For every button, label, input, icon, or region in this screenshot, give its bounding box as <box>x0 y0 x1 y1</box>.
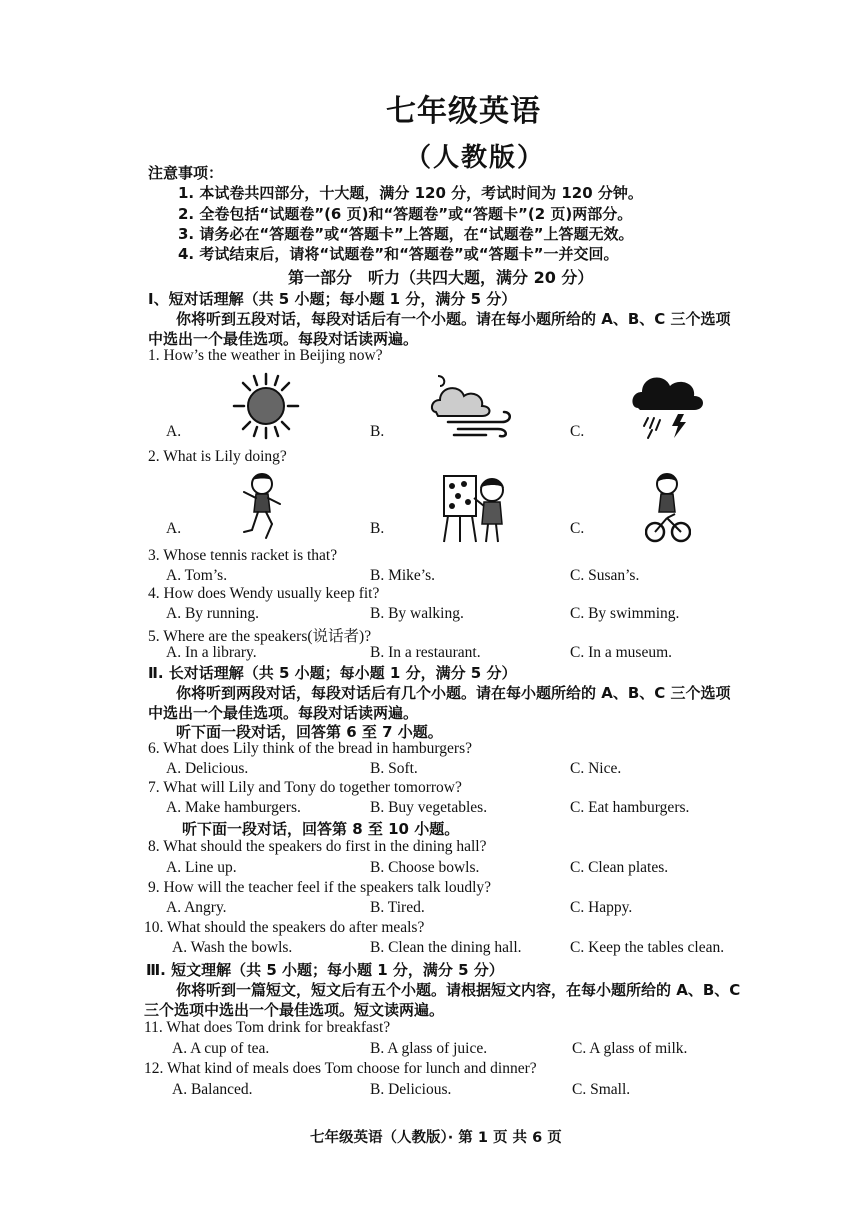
option: A. Wash the bowls. <box>172 939 293 956</box>
sub-instructions: 听下面一段对话，回答第 8 至 10 小题。 <box>182 820 460 838</box>
question: 6. What does Lily think of the bread in hamburgers? <box>148 740 472 757</box>
option: C. In a museum. <box>570 644 673 661</box>
option: A. By running. <box>166 605 259 622</box>
section-instructions: 三个选项中选出一个最佳选项。短文读两遍。 <box>144 1001 445 1019</box>
question: 12. What kind of meals does Tom choose for lunch and dinner? <box>144 1060 537 1077</box>
option: B. Choose bowls. <box>370 859 480 876</box>
option: C. Happy. <box>570 899 633 916</box>
option-label: A. <box>166 520 182 537</box>
option: A. Make hamburgers. <box>166 799 301 816</box>
sub-instructions: 听下面一段对话，回答第 6 至 7 小题。 <box>176 723 443 741</box>
question: 7. What will Lily and Tony do together tomorrow? <box>148 779 462 796</box>
note-item: 3. 请务必在“答题卷”或“答题卡”上答题，在“试题卷”上答题无效。 <box>178 225 634 243</box>
option: B. Delicious. <box>370 1081 452 1098</box>
option: C. Keep the tables clean. <box>570 939 725 956</box>
question: 2. What is Lily doing? <box>148 448 287 465</box>
option: B. Soft. <box>370 760 418 777</box>
option-label: C. <box>570 520 585 537</box>
option: A. Angry. <box>166 899 227 916</box>
section-instructions: 中选出一个最佳选项。每段对话读两遍。 <box>148 704 419 722</box>
option-label: C. <box>570 423 585 440</box>
section-instructions: 你将听到一篇短文，短文后有五个小题。请根据短文内容，在每小题所给的 A、B、C <box>176 981 741 999</box>
dancing-girl-icon <box>240 470 286 542</box>
note-item: 2. 全卷包括“试题卷”(6 页)和“答题卷”或“答题卡”(2 页)两部分。 <box>178 205 633 223</box>
option: A. A cup of tea. <box>172 1040 270 1057</box>
section-instructions: 你将听到五段对话，每段对话后有一个小题。请在每小题所给的 A、B、C 三个选项 <box>176 310 731 328</box>
option: C. Clean plates. <box>570 859 669 876</box>
question: 5. Where are the speakers(说话者)? <box>148 628 372 645</box>
option: A. In a library. <box>166 644 257 661</box>
option: C. A glass of milk. <box>572 1040 688 1057</box>
page-footer: 七年级英语（人教版）· 第 1 页 共 6 页 <box>310 1130 562 1146</box>
option: B. By walking. <box>370 605 464 622</box>
sun-icon <box>232 372 300 440</box>
question: 9. How will the teacher feel if the speakers talk loudly? <box>148 879 492 896</box>
note-item: 4. 考试结束后，请将“试题卷”和“答题卷”或“答题卡”一并交回。 <box>178 245 619 263</box>
question: 3. Whose tennis racket is that? <box>148 547 338 564</box>
question: 4. How does Wendy usually keep fit? <box>148 585 380 602</box>
option: C. Nice. <box>570 760 622 777</box>
option: B. Buy vegetables. <box>370 799 488 816</box>
option: A. Line up. <box>166 859 237 876</box>
option: C. Eat hamburgers. <box>570 799 690 816</box>
question: 8. What should the speakers do first in the dining hall? <box>148 838 487 855</box>
option: B. A glass of juice. <box>370 1040 488 1057</box>
section-title: Ⅲ. 短文理解（共 5 小题；每小题 1 分，满分 5 分） <box>146 961 504 979</box>
option: B. Mike’s. <box>370 567 436 584</box>
section-instructions: 你将听到两段对话，每段对话后有几个小题。请在每小题所给的 A、B、C 三个选项 <box>176 684 731 702</box>
storm-icon <box>630 372 706 442</box>
option: C. Susan’s. <box>570 567 640 584</box>
option: A. Delicious. <box>166 760 249 777</box>
page-title: 七年级英语 <box>386 94 541 129</box>
section-title: Ⅰ、短对话理解（共 5 小题；每小题 1 分，满分 5 分） <box>148 290 517 308</box>
option: B. Tired. <box>370 899 425 916</box>
question: 11. What does Tom drink for breakfast? <box>144 1019 391 1036</box>
option: C. By swimming. <box>570 605 680 622</box>
section-instructions: 中选出一个最佳选项。每段对话读两遍。 <box>148 330 419 348</box>
option-label: A. <box>166 423 182 440</box>
question: 1. How’s the weather in Beijing now? <box>148 347 383 364</box>
option: B. Clean the dining hall. <box>370 939 522 956</box>
option-label: B. <box>370 520 385 537</box>
section-title: Ⅱ. 长对话理解（共 5 小题；每小题 1 分，满分 5 分） <box>148 664 517 682</box>
page-subtitle: （人教版） <box>405 143 546 173</box>
notes-heading: 注意事项： <box>148 164 224 182</box>
option: C. Small. <box>572 1081 631 1098</box>
question: 10. What should the speakers do after meals? <box>144 919 425 936</box>
cycling-girl-icon <box>645 470 691 544</box>
option: B. In a restaurant. <box>370 644 481 661</box>
painting-girl-icon <box>440 472 512 546</box>
option: A. Balanced. <box>172 1081 253 1098</box>
option: A. Tom’s. <box>166 567 228 584</box>
option-label: B. <box>370 423 385 440</box>
note-item: 1. 本试卷共四部分，十大题，满分 120 分，考试时间为 120 分钟。 <box>178 184 643 202</box>
wind-icon <box>428 372 518 440</box>
part-title: 第一部分 听力（共四大题，满分 20 分） <box>288 268 594 287</box>
